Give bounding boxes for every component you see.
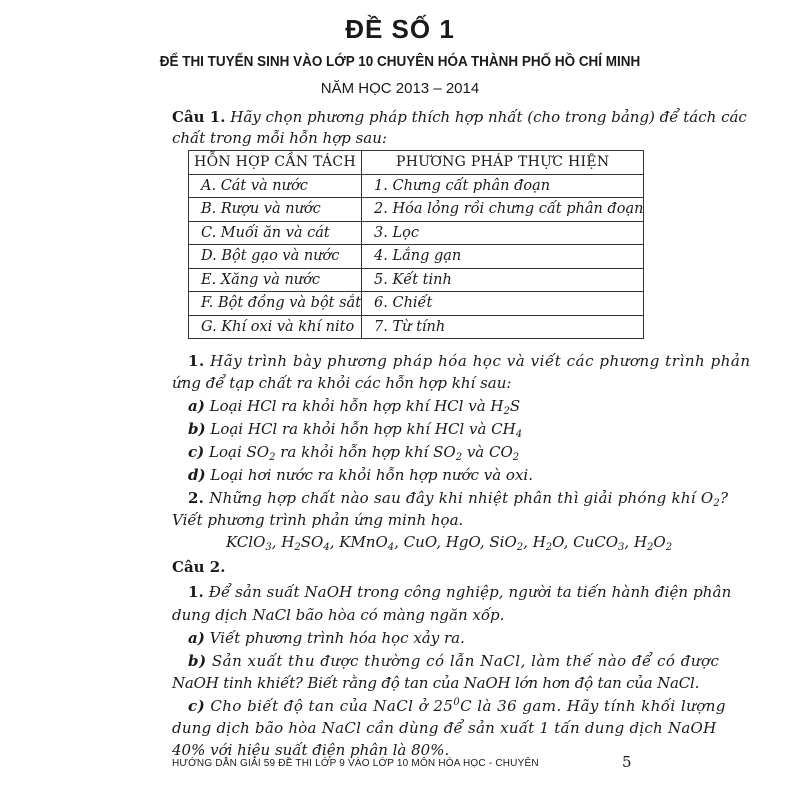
item-label: a): [188, 397, 205, 415]
table-cell: E. Xăng và nước: [189, 268, 362, 292]
subscript: 4: [515, 429, 523, 440]
table-row: [189, 221, 644, 245]
formula-text: , H: [624, 533, 648, 551]
formula-text: SO: [300, 533, 324, 551]
question-2-label: Câu 2.: [172, 558, 226, 576]
question-2-heading: [172, 557, 225, 577]
formula-text: , CuO, HgO, SiO: [394, 533, 517, 551]
item-label: d): [188, 466, 206, 484]
compound-formula-list: [226, 532, 672, 552]
formula-text: O, CuCO: [552, 533, 619, 551]
table-cell: 2. Hóa lỏng rồi chưng cất phân đoạn: [362, 198, 644, 222]
subscript: 2: [294, 542, 301, 553]
exam-subtitle: ĐỂ THI TUYỂN SINH VÀO LỚP 10 CHUYÊN HÓA THÀNH PHỐ HỒ CHÍ MINH: [159, 54, 641, 70]
subscript: 2: [713, 498, 721, 509]
question-1-text: Hãy chọn phương pháp thích hợp nhất (cho trong bảng) để tách các: [230, 108, 747, 126]
q2-part1-text: [188, 582, 731, 602]
subscript: 4: [387, 542, 395, 553]
item-label: b): [188, 420, 206, 438]
superscript: 0: [453, 697, 461, 708]
table-row: [189, 268, 644, 292]
q1-item-c: [188, 442, 519, 462]
q2-item-a: [188, 628, 465, 648]
q2-part1-line1: Để sản suất NaOH trong công nghiệp, người ta tiến hành điện phân: [208, 583, 732, 601]
table-cell: B. Rượu và nước: [189, 198, 362, 222]
table-cell: 1. Chưng cất phân đoạn: [362, 174, 644, 198]
item-text: Loại SO: [209, 443, 270, 461]
q2-item-c-line2: dung dịch bão hòa NaCl cần dùng để sản xuất 1 tấn dung dịch NaOH: [172, 719, 717, 737]
page-number: 5: [622, 753, 632, 771]
table-cell: 4. Lắng gạn: [362, 245, 644, 269]
q2-item-b: [188, 651, 719, 671]
table-cell: 6. Chiết: [362, 292, 644, 316]
q1-part1-number: 1.: [188, 352, 205, 370]
q1-part2-line1: Những hợp chất nào sau đây khi nhiệt phân thì giải phóng khí O: [209, 489, 714, 507]
q2-part1-line2: dung dịch NaCl bão hòa có màng ngăn xốp.: [172, 606, 505, 624]
table-row: [189, 174, 644, 198]
item-label: c): [188, 443, 205, 461]
separation-table: [188, 150, 644, 339]
item-label: b): [188, 652, 207, 670]
q2-item-b-cont: NaOH tinh khiết? Biết rằng độ tan của NaOH lớn hơn độ tan của NaCl.: [172, 674, 700, 692]
school-year: NĂM HỌC 2013 – 2014: [320, 80, 480, 97]
subscript: 3: [265, 542, 272, 553]
q1-item-a: [188, 396, 520, 416]
q1-part2-number: 2.: [188, 489, 205, 507]
q1-item-b: [188, 419, 522, 439]
item-text: và CO: [462, 443, 513, 461]
item-text: Loại hơi nước ra khỏi hỗn hợp nước và oxi.: [210, 466, 533, 484]
item-text: ra khỏi hỗn hợp khí SO: [275, 443, 456, 461]
q1-part2-text: [188, 488, 728, 508]
table-header-row: [189, 151, 644, 175]
subscript: 2: [665, 542, 673, 553]
q1-part2-line2: Viết phương trình phản ứng minh họa.: [172, 511, 464, 529]
table-cell: 3. Lọc: [362, 221, 644, 245]
table-header-method: PHƯƠNG PHÁP THỰC HIỆN: [362, 151, 644, 175]
subscript: 2: [455, 452, 463, 463]
question-1-label: Câu 1.: [172, 108, 226, 126]
q1-part1-line2: ứng để tạp chất ra khỏi các hỗn hợp khí sau:: [172, 374, 512, 392]
table-row: [189, 198, 644, 222]
question-1-intro: [172, 107, 747, 127]
formula-text: , H: [523, 533, 546, 551]
formula-text: O: [653, 533, 666, 551]
subscript: 4: [323, 542, 330, 553]
table-cell: C. Muối ăn và cát: [189, 221, 362, 245]
formula-text: KClO: [226, 533, 266, 551]
item-text: Loại HCl ra khỏi hỗn hợp khí HCl và H: [209, 397, 504, 415]
q1-item-d: [188, 465, 533, 485]
item-text: Sản xuất thu được thường có lẫn NaCl, làm thế nào để có được: [211, 652, 720, 670]
subscript: 2: [512, 452, 520, 463]
item-text: C là 36 gam. Hãy tính khối lượng: [460, 697, 726, 715]
q2-item-c: [188, 696, 726, 716]
table-cell: 5. Kết tinh: [362, 268, 644, 292]
item-label: c): [188, 697, 206, 715]
formula-text: , KMnO: [329, 533, 388, 551]
q1-part1-text: [188, 351, 751, 371]
q1-part1-line1: Hãy trình bày phương pháp hóa học và viết các phương trình phản: [210, 352, 751, 370]
item-label: a): [188, 629, 205, 647]
item-text: Cho biết độ tan của NaCl ở 25: [210, 697, 454, 715]
item-text: ?: [720, 489, 729, 507]
page-title: ĐỀ SỐ 1: [345, 14, 455, 44]
subscript: 2: [545, 542, 553, 553]
table-cell: D. Bột gạo và nước: [189, 245, 362, 269]
table-cell: F. Bột đồng và bột sắt: [189, 292, 362, 316]
q2-item-c-line3: 40% với hiệu suất điện phân là 80%.: [172, 741, 450, 759]
q2-part1-number: 1.: [188, 583, 204, 601]
table-header-mixture: HỖN HỢP CẦN TÁCH: [189, 151, 362, 175]
table-row: [189, 292, 644, 316]
table-row: [189, 315, 644, 339]
subscript: 2: [647, 542, 654, 553]
subscript: 2: [516, 542, 524, 553]
table-cell: G. Khí oxi và khí nito: [189, 315, 362, 339]
subscript: 3: [618, 542, 625, 553]
subscript: 2: [269, 452, 276, 463]
item-text: Viết phương trình hóa học xảy ra.: [209, 629, 465, 647]
table-cell: 7. Từ tính: [362, 315, 644, 339]
item-text: S: [509, 397, 521, 415]
page-footer: HƯỚNG DẪN GIẢI 59 ĐỀ THI LỚP 9 VÀO LỚP 10 MÔN HÓA HỌC - CHUYÊN: [172, 758, 539, 769]
question-1-intro-cont: chất trong mỗi hỗn hợp sau:: [172, 129, 387, 147]
subscript: 2: [503, 406, 510, 417]
formula-text: , H: [271, 533, 295, 551]
table-row: [189, 245, 644, 269]
item-text: Loại HCl ra khỏi hỗn hợp khí HCl và CH: [210, 420, 516, 438]
table-cell: A. Cát và nước: [189, 174, 362, 198]
